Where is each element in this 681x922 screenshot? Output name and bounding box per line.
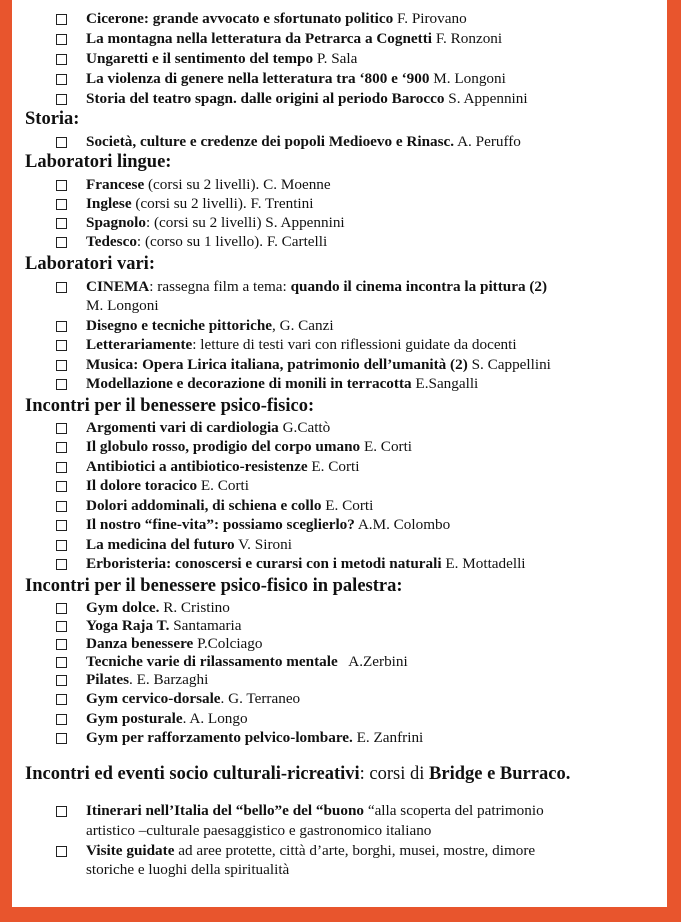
- checkbox-icon: [56, 442, 67, 453]
- checkbox-icon: [56, 237, 67, 248]
- checkbox-icon: [56, 321, 67, 332]
- checkbox-icon: [56, 14, 67, 25]
- checkbox-icon: [56, 694, 67, 705]
- section-heading: Incontri per il benessere psico-fisico:: [25, 396, 315, 416]
- checkbox-icon: [56, 501, 67, 512]
- section-heading: Laboratori vari:: [25, 254, 155, 274]
- checkbox-icon: [56, 603, 67, 614]
- checkbox-icon: [56, 714, 67, 725]
- document-page: Cicerone: grande avvocato e sfortunato politico F. Pirovano La montagna nella letteratura da Petrarca a Cognetti F. Ronzoni Ungaretti e il sentimento del tempo P. Sala La violenza di genere nella letteratura tra ‘800 e ‘900 M. Longoni Storia del teatro spagn. dalle origini al periodo Barocco S. Appennini Storia: Società, culture e credenze dei popoli Medioevo e Rinasc. A. Peruffo Laboratori lingue: Francese (corsi su 2 livelli). C. Moenne Inglese (corsi su 2 livelli). F. Trentini Spagnolo: (corsi su 2 livelli) S. Appennini Tedesco: (corso su 1 livello). F. Cartelli Laboratori vari: CINEMA: rassegna film a tema: quando il cinema incontra la pittura (2) M. Longoni Disegno e tecniche pittoriche, G. Canzi Letterariamente: letture di testi vari con riflessioni guidate da docenti Musica: Opera Lirica italiana, patrimonio dell’umanità (2) S. Cappellini Modellazione e decorazione di monili in terracotta E.Sangalli Incontri per il benessere psico-fisico: Argomenti vari di cardiologia G.Cattò Il globulo rosso, prodigio del corpo umano E. Corti Antibiotici a antibiotico-resistenze E. Corti Il dolore toracico E. Corti Dolori addominali, di schiena e collo E. Corti Il nostro “fine-vita”: possiamo sceglierlo? A.M. Colombo La medicina del futuro V. Sironi Erboristeria: conoscersi e curarsi con i metodi naturali E. Mottadelli Incontri per il benessere psico-fisico in palestra: Gym dolce. R. Cristino Yoga Raja T. Santamaria Danza benessere P.Colciago Tecniche varie di rilassamento mentale A.Zerbini Pilates. E. Barzaghi Gym cervico-dorsale. G. Terraneo Gym posturale. A. Longo Gym per rafforzamento pelvico-lombare. E. Zanfrini Incontri ed eventi socio culturali-ricreativi: corsi di Bridge e Burraco. Itinerari nell’Italia del “bello”e del “buono “alla scoperta del patrimonio artistico –culturale paesaggistico e gastronomico italiano Visite guidate ad aree protette, città d’arte, borghi, musei, mostre, dimore storiche e luoghi della spiritualità: [12, 0, 667, 907]
- checkbox-icon: [56, 423, 67, 434]
- checkbox-icon: [56, 199, 67, 210]
- checkbox-icon: [56, 559, 67, 570]
- checkbox-icon: [56, 806, 67, 817]
- section-heading: Incontri per il benessere psico-fisico in palestra:: [25, 576, 403, 596]
- checkbox-icon: [56, 137, 67, 148]
- checkbox-icon: [56, 94, 67, 105]
- checkbox-icon: [56, 34, 67, 45]
- checkbox-icon: [56, 540, 67, 551]
- checkbox-icon: [56, 340, 67, 351]
- checkbox-icon: [56, 218, 67, 229]
- section-heading: Laboratori lingue:: [25, 152, 172, 172]
- checkbox-icon: [56, 657, 67, 668]
- checkbox-icon: [56, 282, 67, 293]
- checkbox-icon: [56, 639, 67, 650]
- checkbox-icon: [56, 54, 67, 65]
- checkbox-icon: [56, 621, 67, 632]
- checkbox-icon: [56, 675, 67, 686]
- checkbox-icon: [56, 520, 67, 531]
- checkbox-icon: [56, 846, 67, 857]
- section-heading: Storia:: [25, 109, 80, 129]
- checkbox-icon: [56, 481, 67, 492]
- checkbox-icon: [56, 74, 67, 85]
- checkbox-icon: [56, 462, 67, 473]
- checkbox-icon: [56, 360, 67, 371]
- checkbox-icon: [56, 733, 67, 744]
- section-heading: Incontri ed eventi socio culturali-ricreativi: corsi di Bridge e Burraco.: [25, 764, 571, 784]
- checkbox-icon: [56, 180, 67, 191]
- checkbox-icon: [56, 379, 67, 390]
